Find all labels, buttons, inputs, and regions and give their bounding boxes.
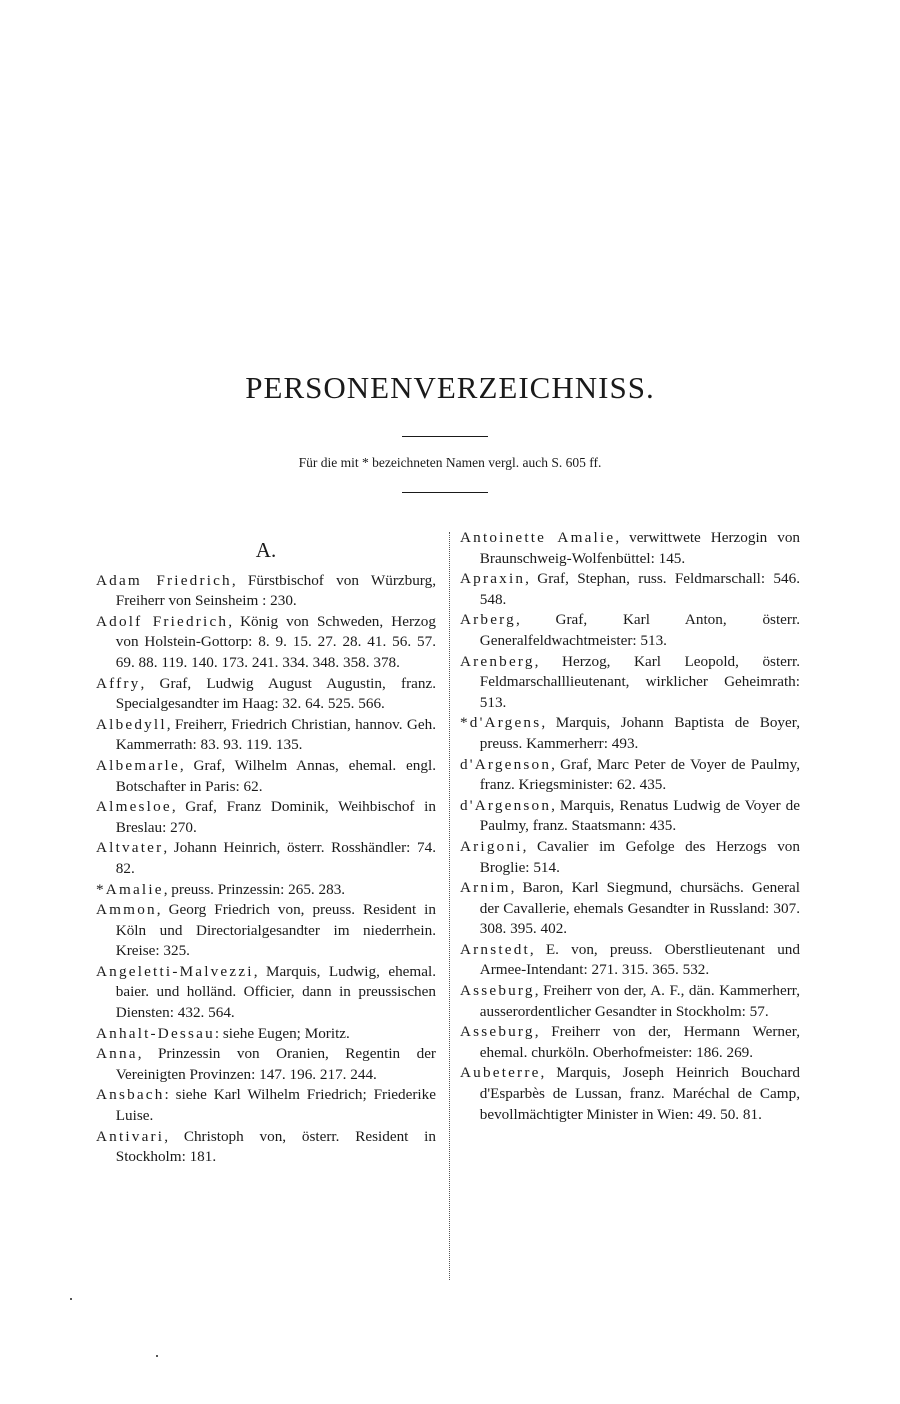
entry-text: , Graf, Marc Peter de Voyer de Paulmy, franz. Kriegsminister: 62. 435.: [479, 755, 800, 794]
entry-name: Antivari: [96, 1127, 165, 1145]
index-entry: [96, 838, 436, 879]
entry-name: Arberg: [460, 611, 516, 629]
entry-text: , Baron, Karl Siegmund, chursächs. General der Cavallerie, ehemals Gesandter in Russland: 307. 308. 395. 402.: [479, 879, 800, 938]
entry-name: Arigoni: [460, 837, 523, 855]
entry-text: , Graf, Wilhelm Annas, ehemal. engl. Botschafter in Paris: 62.: [115, 756, 436, 795]
index-entry: [96, 1044, 436, 1085]
right-entry-list: [460, 528, 800, 1125]
entry-name: Ansbach: [96, 1086, 165, 1104]
entry-name: Arenberg: [460, 652, 535, 670]
entry-name: *Amalie: [96, 880, 164, 898]
index-entry: [96, 797, 436, 838]
section-letter: A.: [255, 538, 277, 562]
index-entry: [460, 569, 800, 610]
entry-name: Aubeterre: [460, 1064, 541, 1082]
entry-text: : siehe Eugen; Moritz.: [214, 1024, 350, 1042]
index-entry: [460, 981, 800, 1022]
entry-text: , Prinzessin von Oranien, Regentin der Vereinigten Provinzen: 147. 196. 217. 244.: [115, 1045, 436, 1083]
index-entry: [460, 1022, 800, 1063]
right-column: [460, 528, 800, 1125]
entry-text: , Freiherr von der, A. F., dän. Kammerherr, ausserordentlicher Gesandter in Stockholm: 57.: [479, 982, 800, 1020]
index-entry: [96, 612, 436, 674]
entry-text: , verwittwete Herzogin von Braunschweig-Wolfenbüttel: 145.: [479, 529, 801, 567]
entry-text: , Herzog, Karl Leopold, österr. Feldmarschalllieutenant, wirklicher Geheimrath: 513.: [479, 652, 800, 711]
entry-text: , Graf, Ludwig August Augustin, franz. Specialgesandter im Haag: 32. 64. 525. 566.: [115, 674, 436, 713]
index-entry: [460, 837, 800, 878]
print-speck: [156, 1355, 158, 1357]
entry-text: , Georg Friedrich von, preuss. Resident in Köln und Directorialgesandter im niederrhein. Kreise: 325.: [115, 901, 436, 960]
index-entry: [96, 962, 436, 1024]
entry-name: Angeletti-Malvezzi: [96, 962, 254, 980]
index-entry: [460, 652, 800, 714]
entry-name: Asseburg: [460, 982, 535, 1000]
entry-name: *d'Argens: [460, 714, 542, 732]
entry-text: , Freiherr von der, Hermann Werner, ehemal. churköln. Oberhofmeister: 186. 269.: [479, 1023, 800, 1061]
entry-text: , Graf, Karl Anton, österr. Generalfeldwachtmeister: 513.: [479, 611, 800, 649]
entry-text: , Christoph von, österr. Resident in Stockholm: 181.: [115, 1127, 436, 1166]
index-entry: [96, 1085, 436, 1126]
entry-text: , Fürstbischof von Würzburg, Freiherr von Seinsheim : 230.: [115, 571, 436, 610]
index-entry: [96, 674, 436, 715]
entry-name: Anna: [96, 1045, 138, 1063]
entry-name: Anhalt-Dessau: [96, 1024, 215, 1042]
entry-text: , Marquis, Renatus Ludwig de Voyer de Paulmy, franz. Staatsmann: 435.: [479, 796, 800, 835]
entry-text: , E. von, preuss. Oberstlieutenant und Armee-Intendant: 271. 315. 365. 532.: [479, 940, 800, 979]
entry-name: Affry: [96, 674, 141, 692]
index-entry: [460, 755, 800, 796]
entry-text: : siehe Karl Wilhelm Friedrich; Friederike Luise.: [115, 1086, 436, 1125]
entry-text: , Graf, Franz Dominik, Weihbischof in Breslau: 270.: [115, 798, 436, 836]
entry-name: d'Argenson: [460, 755, 552, 773]
index-entry: [460, 796, 800, 837]
entry-name: Ammon: [96, 901, 157, 919]
index-entry: [96, 1127, 436, 1168]
left-column: [96, 528, 436, 1168]
index-entry: [96, 900, 436, 962]
index-entry: [460, 713, 800, 754]
index-entry: [96, 1024, 436, 1045]
entry-name: Albemarle: [96, 756, 180, 774]
entry-name: Arnstedt: [460, 940, 530, 958]
index-entry: [460, 1063, 800, 1125]
entry-text: , Marquis, Ludwig, ehemal. baier. und holländ. Officier, dann in preussischen Diensten: 432. 564.: [115, 962, 436, 1022]
entry-name: Arnim: [460, 879, 511, 897]
entry-text: , Graf, Stephan, russ. Feldmarschall: 546. 548.: [479, 570, 800, 608]
entry-name: Antoinette Amalie: [460, 529, 616, 546]
print-speck: [70, 1298, 72, 1300]
entry-text: , Freiherr, Friedrich Christian, hannov. Geh. Kammerrath: 83. 93. 119. 135.: [115, 715, 436, 754]
entry-name: Apraxin: [460, 570, 526, 588]
entry-text: , preuss. Prinzessin: 265. 283.: [163, 880, 346, 898]
entry-name: Albedyll: [96, 715, 167, 733]
entry-name: d'Argenson: [460, 796, 552, 814]
index-entry: [96, 715, 436, 756]
index-entry: [96, 571, 436, 612]
entry-name: Adam Friedrich: [96, 571, 232, 589]
entry-name: Altvater: [96, 839, 164, 857]
entry-text: , Johann Heinrich, österr. Rosshändler: 74. 82.: [115, 839, 436, 877]
index-entry: [460, 878, 800, 940]
index-entry: [460, 610, 800, 651]
left-entry-list: [96, 571, 436, 1168]
column-divider: [449, 532, 450, 1280]
index-entry: [460, 940, 800, 981]
bottom-rule: [402, 492, 488, 493]
entry-text: , König von Schweden, Herzog von Holstein-Gottorp: 8. 9. 15. 27. 28. 41. 56. 57. 69. 88. 119. 140. 173. 241. 334. 348. 358. 378.: [115, 612, 436, 671]
entry-name: Asseburg: [460, 1023, 535, 1041]
index-entry: [96, 756, 436, 797]
entry-text: , Cavalier im Gefolge des Herzogs von Broglie: 514.: [479, 837, 800, 876]
reference-note: Für die mit * bezeichneten Namen vergl. auch S. 605 ff.: [298, 455, 602, 470]
entry-name: Adolf Friedrich: [96, 612, 229, 630]
entry-text: , Marquis, Joseph Heinrich Bouchard d'Esparbès de Lussan, franz. Maréchal de Camp, bevollmächtigter Minister in Wien: 49. 50. 81.: [479, 1064, 800, 1123]
top-rule: [402, 436, 488, 437]
index-entry: [460, 528, 800, 569]
entry-name: Almesloe: [96, 798, 172, 816]
entry-text: , Marquis, Johann Baptista de Boyer, preuss. Kammerherr: 493.: [479, 714, 800, 752]
page-title: PERSONENVERZEICHNISS.: [245, 370, 655, 405]
index-entry: [96, 880, 436, 901]
